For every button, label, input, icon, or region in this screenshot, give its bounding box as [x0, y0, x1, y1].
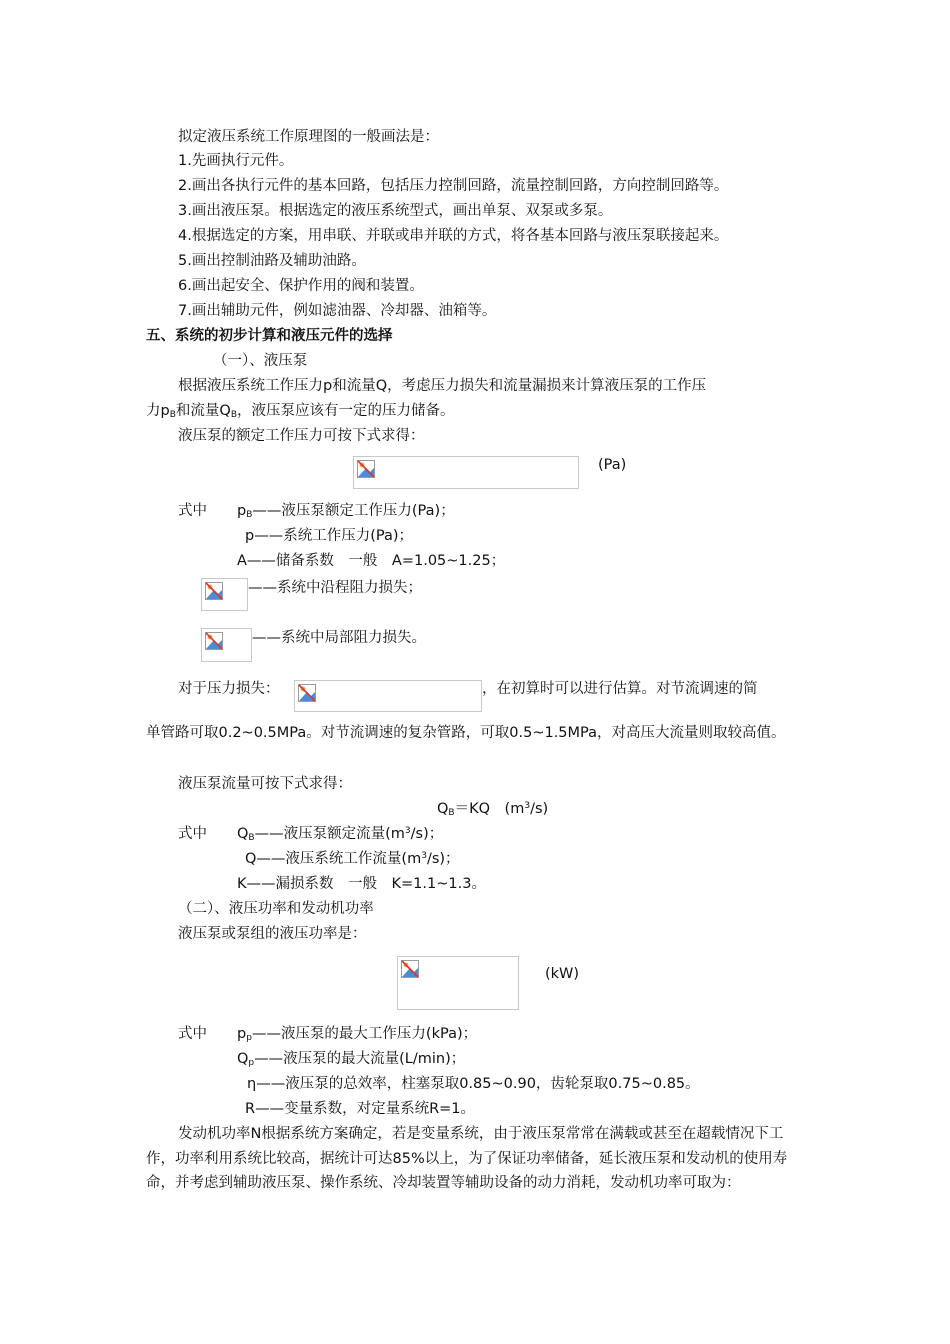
definition-qb [237, 824, 443, 844]
broken-image-icon [357, 460, 375, 478]
step-5: 5.画出控制油路及辅助油路。 [178, 253, 366, 269]
superscript: 3 [524, 801, 531, 811]
text-run: 根据液压系统工作压力 [178, 378, 323, 394]
symbol: p [237, 1026, 247, 1042]
flow-formula [437, 799, 548, 819]
symbol-qb: Q [219, 403, 231, 419]
intro-line: 拟定液压系统工作原理图的一般画法是： [178, 129, 439, 145]
step-7: 7.画出辅助元件，例如滤油器、冷却器、油箱等。 [178, 303, 497, 319]
loss-paragraph: 单管路可取0.2~0.5MPa。对节流调速的复杂管路，可取0.5~1.5MPa，对高压大流量则取较高值。 [146, 725, 786, 741]
text-run: ，考虑压力损失和流量漏损来计算液压泵的工作压 [387, 378, 707, 394]
superscript: 3 [404, 826, 411, 836]
definition-text: ——变量系数，对定量系统R=1。 [255, 1101, 476, 1117]
symbol: p [237, 503, 247, 519]
where-label: 式中 [178, 826, 207, 842]
loss-line-start: 对于压力损失： [178, 681, 280, 697]
definition-text: ——液压泵额定工作压力(Pa)； [252, 503, 455, 519]
symbol: R [245, 1101, 256, 1117]
definition-text: ——漏损系数 一般 K=1.1~1.3。 [246, 876, 486, 892]
definition-k [237, 874, 486, 894]
text-run: 和流量 [332, 378, 376, 394]
broken-image-icon [401, 960, 419, 978]
subscript: B [246, 510, 253, 520]
text-run: ，液压泵应该有一定的压力储备。 [237, 403, 455, 419]
step-2: 2.画出各执行元件的基本回路，包括压力控制回路，流量控制回路，方向控制回路等。 [178, 178, 729, 194]
engine-power-paragraph: 发动机功率N根据系统方案确定，若是变量系统，由于液压泵常常在满载或甚至在超载情况下工作，功率利用系统比较高，据统计可达85%以上，为了保证功率储备，延长液压泵和发动机的使用寿命，并考虑到辅助液压泵、操作系统、冷却装置等辅助设备的动力消耗，发动机功率可取为： [146, 1126, 788, 1191]
definition-text: /s)； [426, 851, 460, 867]
symbol: K [237, 876, 247, 892]
where-label: 式中 [178, 1026, 207, 1042]
definition-text: ——储备系数 一般 A=1.05~1.25； [246, 553, 506, 569]
definition-text: ——系统工作压力(Pa)； [254, 528, 414, 544]
formula-text: ＝KQ (m [454, 801, 525, 817]
step-4: 4.根据选定的方案，用串联、并联或串并联的方式，将各基本回路与液压泵联接起来。 [178, 228, 729, 244]
subscript: B [169, 410, 176, 420]
symbol-pb: p [160, 403, 170, 419]
definition-pp [237, 1024, 477, 1044]
symbol-p: p [323, 378, 333, 394]
formula-image-rated-pressure [353, 456, 579, 489]
definition-q [245, 849, 460, 869]
subscript: B [448, 808, 455, 818]
unit-kw: (kW) [545, 966, 580, 982]
symbol-q: Q [375, 378, 388, 394]
unit-pa: (Pa) [598, 457, 627, 473]
symbol: Q [237, 1051, 249, 1067]
definition-text: ——液压泵额定流量(m [254, 826, 405, 842]
symbol: η [247, 1076, 257, 1092]
definition-r [245, 1099, 475, 1119]
symbol: Q [437, 801, 449, 817]
definition-eta [247, 1074, 700, 1094]
formula-image-hydraulic-power [397, 956, 519, 1010]
symbol: p [245, 528, 255, 544]
symbol: Q [245, 851, 257, 867]
subscript: B [230, 410, 238, 420]
definition-text: ——液压泵的总效率，柱塞泵取0.85~0.90，齿轮泵取0.75~0.85。 [256, 1076, 700, 1092]
formula-image-local-loss [201, 628, 252, 662]
subscript: p [246, 1033, 252, 1043]
paragraph-line [146, 401, 455, 421]
subsection-title-pump: （一）、液压泵 [213, 353, 308, 369]
text-run: 力 [146, 403, 161, 419]
flow-intro: 液压泵流量可按下式求得： [178, 776, 352, 792]
definition-text: ——液压系统工作流量(m [256, 851, 422, 867]
broken-image-icon [205, 632, 223, 650]
step-1: 1.先画执行元件。 [178, 153, 294, 169]
definition-p [245, 526, 413, 546]
loss-line-end: ，在初算时可以进行估算。对节流调速的简 [482, 681, 758, 697]
definition-pb [237, 501, 455, 521]
rated-pressure-intro: 液压泵的额定工作压力可按下式求得： [178, 428, 425, 444]
symbol: A [237, 553, 247, 569]
power-intro: 液压泵或泵组的液压功率是： [178, 926, 367, 942]
formula-text: /s) [530, 801, 549, 817]
symbol: Q [237, 826, 249, 842]
definition-local-loss: ——系统中局部阻力损失。 [252, 630, 426, 646]
definition-text: /s)； [410, 826, 444, 842]
subsection-title-power: （二）、液压功率和发动机功率 [178, 901, 374, 917]
broken-image-icon [205, 582, 223, 600]
definition-qp [237, 1049, 465, 1069]
definition-friction-loss: ——系统中沿程阻力损失； [248, 580, 422, 596]
step-6: 6.画出起安全、保护作用的阀和装置。 [178, 278, 424, 294]
broken-image-icon [298, 684, 316, 702]
definition-text: ——液压泵的最大工作压力(kPa)； [251, 1026, 478, 1042]
subscript: p [248, 1058, 255, 1068]
formula-image-friction-loss [201, 578, 248, 611]
formula-image-pressure-loss [294, 680, 482, 712]
paragraph-line [178, 376, 706, 396]
subscript: B [248, 833, 255, 843]
definition-a [237, 551, 505, 571]
text-run: 和流量 [175, 403, 220, 419]
definition-text: ——液压泵的最大流量(L/min)； [254, 1051, 466, 1067]
where-label: 式中 [178, 503, 207, 519]
superscript: 3 [421, 851, 427, 861]
step-3: 3.画出液压泵。根据选定的液压系统型式，画出单泵、双泵或多泵。 [178, 203, 613, 219]
section-title: 五、系统的初步计算和液压元件的选择 [146, 328, 393, 344]
